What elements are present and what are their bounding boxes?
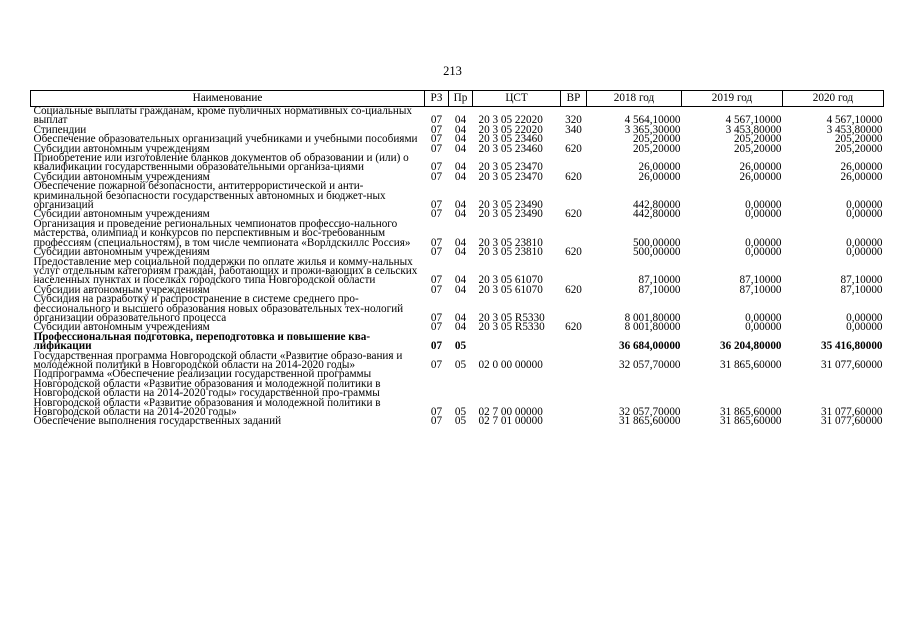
- cell-2018: 3 365,30000: [624, 123, 681, 136]
- cell-vr: 320: [565, 114, 582, 127]
- cell-2018: 26,00000: [638, 161, 681, 174]
- table-row: [31, 295, 884, 323]
- cell-name: Обеспечение выполнения государственных заданий: [33, 415, 282, 428]
- cell-cst: 20 3 05 61070: [478, 283, 543, 296]
- cell-2019: 205,20000: [733, 142, 782, 155]
- cell-2020: 31 077,60000: [820, 358, 883, 371]
- table-body: [31, 107, 884, 427]
- cell-cst: 20 3 05 22020: [478, 114, 543, 127]
- header-2018: 2018 год: [587, 91, 682, 107]
- cell-cst: 20 3 05 23810: [478, 246, 543, 259]
- cell-vr: [561, 352, 587, 371]
- cell-cst: 20 3 05 23490: [478, 208, 543, 221]
- cell-cst: 20 3 05 23470: [478, 161, 543, 174]
- cell-cst: 02 7 01 00000: [478, 415, 543, 428]
- cell-2020: 26,00000: [840, 170, 883, 183]
- cell-name: Субсидии автономным учреждениям: [33, 142, 210, 155]
- cell-name: Субсидии автономным учреждениям: [33, 246, 210, 259]
- cell-vr: [561, 258, 587, 286]
- cell-name: Субсидия на разработку и распространение в системе среднего про-фессионального и высшего образования новых образовательных тех-нологий организации образовательного процесса: [33, 293, 404, 324]
- cell-2020: 87,10000: [840, 283, 883, 296]
- cell-cst: 20 3 05 23810: [478, 236, 543, 249]
- header-pr: Пр: [449, 91, 473, 107]
- cell-name: Организация и проведение региональных чемпионатов профессио-нального мастерства, олимпиад и конкурсов по перспективным и вос-требованным профессиям (специальностям), в том числе чемпионата «Ворлдскиллс Россия»: [33, 217, 411, 249]
- cell-vr: 620: [565, 321, 582, 334]
- cell-2020: 87,10000: [840, 274, 883, 287]
- cell-rz: 07: [430, 133, 443, 146]
- header-2019: 2019 год: [682, 91, 783, 107]
- cell-rz: 07: [430, 199, 443, 212]
- header-name: Наименование: [31, 91, 425, 107]
- cell-2019: 0,00000: [745, 311, 782, 324]
- cell-2019: 0,00000: [745, 208, 782, 221]
- cell-2020: 0,00000: [846, 321, 883, 334]
- cell-cst: 02 7 00 00000: [478, 406, 543, 418]
- cell-pr: 04: [454, 123, 467, 136]
- cell-pr: 04: [454, 283, 467, 296]
- cell-2020: 0,00000: [846, 246, 883, 259]
- cell-rz: 07: [430, 208, 443, 221]
- cell-2020: 31 077,60000: [820, 415, 883, 428]
- cell-pr: 04: [454, 208, 467, 221]
- cell-vr: [561, 295, 587, 323]
- cell-2018: 87,10000: [638, 274, 681, 287]
- cell-name: Профессиональная подготовка, переподготовка и повышение ква-лификации: [33, 330, 371, 353]
- cell-rz: 07: [430, 283, 443, 296]
- cell-2019: 0,00000: [745, 199, 782, 212]
- cell-name: Стипендии: [33, 123, 87, 136]
- header-2020: 2020 год: [783, 91, 884, 107]
- cell-cst: 20 3 05 23460: [478, 133, 543, 146]
- cell-cst: 20 3 05 22020: [478, 123, 543, 136]
- cell-2019: 0,00000: [745, 321, 782, 334]
- cell-2018: 36 684,00000: [618, 340, 681, 353]
- cell-name: Субсидии автономным учреждениям: [33, 208, 210, 221]
- cell-pr: 04: [454, 236, 467, 249]
- cell-name: Государственная программа Новгородской области «Развитие образо-вания и молодежной политики в Новгородской области на 2014-2020 годы»: [33, 349, 403, 371]
- table-row: [31, 182, 884, 210]
- cell-cst: 20 3 05 23470: [478, 170, 543, 183]
- cell-rz: 07: [430, 274, 443, 287]
- cell-pr: 05: [454, 340, 467, 353]
- cell-2019: 26,00000: [739, 161, 782, 174]
- cell-pr: 04: [454, 311, 467, 324]
- cell-name: Подпрограмма «Обеспечение реализации государственной программы Новгородской области «Развитие образования и молодежной политики в Новгородской области на 2014-2020 годы» государственной про-граммы Новгородской области «Развитие образования и молодежной политики в Новгородской области на 2014-2020 годы»: [33, 368, 381, 418]
- cell-2020: 4 567,10000: [826, 114, 883, 127]
- cell-2018: 87,10000: [638, 283, 681, 296]
- cell-2020: 0,00000: [846, 311, 883, 324]
- cell-2020: 3 453,80000: [826, 123, 883, 136]
- cell-2018: 32 057,70000: [618, 358, 681, 371]
- cell-2018: 8 001,80000: [624, 311, 681, 324]
- cell-rz: 07: [430, 406, 443, 418]
- cell-2020: 0,00000: [846, 208, 883, 221]
- cell-2018: 205,20000: [632, 133, 681, 146]
- cell-name: Субсидии автономным учреждениям: [33, 321, 210, 334]
- cell-name: Социальные выплаты гражданам, кроме публичных нормативных со-циальных выплат: [33, 105, 412, 127]
- page-number: 213: [443, 64, 462, 78]
- table-row: [31, 220, 884, 248]
- cell-rz: 07: [430, 246, 443, 259]
- cell-name: Обеспечение пожарной безопасности, антитеррористической и анти-криминальной безопасности государственных автономных и бюджет-ных организаций: [33, 180, 386, 212]
- cell-vr: [561, 370, 587, 417]
- cell-pr: 05: [454, 415, 467, 428]
- cell-rz: 07: [430, 340, 443, 353]
- cell-pr: 04: [454, 161, 467, 174]
- cell-pr: 04: [454, 133, 467, 146]
- cell-pr: 05: [454, 358, 467, 371]
- cell-pr: 04: [454, 170, 467, 183]
- cell-vr: [561, 417, 587, 426]
- cell-2019: 3 453,80000: [725, 123, 782, 136]
- cell-cst: 20 3 05 61070: [478, 274, 543, 287]
- cell-cst: 20 3 05 R5330: [478, 311, 545, 324]
- cell-name: Субсидии автономным учреждениям: [33, 283, 210, 296]
- cell-rz: 07: [430, 170, 443, 183]
- cell-pr: 04: [454, 274, 467, 287]
- cell-2019: 205,20000: [733, 133, 782, 146]
- cell-2018: 31 865,60000: [618, 415, 681, 428]
- cell-2020: 0,00000: [846, 236, 883, 249]
- cell-rz: 07: [430, 236, 443, 249]
- cell-2018: 32 057,70000: [618, 406, 681, 418]
- cell-cst: 20 3 05 23460: [478, 142, 543, 155]
- table-row: [31, 370, 884, 417]
- cell-vr: 620: [565, 283, 582, 296]
- cell-2018: 205,20000: [632, 142, 681, 155]
- cell-vr: 620: [565, 142, 582, 155]
- cell-rz: 07: [430, 311, 443, 324]
- cell-2019: 26,00000: [739, 170, 782, 183]
- table-row: [31, 333, 884, 352]
- cell-pr: 04: [454, 199, 467, 212]
- cell-2020: 205,20000: [834, 142, 883, 155]
- cell-2018: 442,80000: [632, 199, 681, 212]
- cell-rz: 07: [430, 161, 443, 174]
- table-row: [31, 107, 884, 126]
- cell-2018: 26,00000: [638, 170, 681, 183]
- cell-2019: 31 865,60000: [719, 406, 782, 418]
- cell-2019: 87,10000: [739, 283, 782, 296]
- cell-rz: 07: [430, 358, 443, 371]
- cell-rz: 07: [430, 123, 443, 136]
- cell-vr: [561, 220, 587, 248]
- cell-2018: 500,00000: [632, 246, 681, 259]
- cell-pr: 05: [454, 406, 467, 418]
- cell-2019: 4 567,10000: [725, 114, 782, 127]
- cell-cst: [473, 333, 561, 352]
- cell-2018: 500,00000: [632, 236, 681, 249]
- cell-2020: 35 416,80000: [820, 340, 883, 353]
- cell-2020: 26,00000: [840, 161, 883, 174]
- cell-2019: 87,10000: [739, 274, 782, 287]
- cell-2019: 0,00000: [745, 236, 782, 249]
- cell-rz: 07: [430, 321, 443, 334]
- cell-vr: 340: [565, 123, 582, 136]
- cell-name: Субсидии автономным учреждениям: [33, 170, 210, 183]
- cell-vr: 620: [565, 246, 582, 259]
- cell-2019: 31 865,60000: [719, 415, 782, 428]
- table-row: [31, 417, 884, 426]
- cell-2018: 8 001,80000: [624, 321, 681, 334]
- cell-2020: 205,20000: [834, 133, 883, 146]
- header-cst: ЦСТ: [473, 91, 561, 107]
- budget-table: [30, 90, 884, 427]
- cell-vr: [561, 333, 587, 352]
- cell-rz: 07: [430, 142, 443, 155]
- cell-pr: 04: [454, 142, 467, 155]
- cell-2020: 31 077,60000: [820, 406, 883, 418]
- cell-2020: 0,00000: [846, 199, 883, 212]
- header-rz: РЗ: [425, 91, 449, 107]
- header-vr: ВР: [561, 91, 587, 107]
- cell-cst: 20 3 05 23490: [478, 199, 543, 212]
- cell-name: Предоставление мер социальной поддержки по оплате жилья и комму-нальных услуг отдельным категориям граждан, работающих и прожи-вающих в сельских населенных пунктах и поселках городского типа Новгородской области: [33, 255, 418, 287]
- table-row: [31, 258, 884, 286]
- cell-cst: 20 3 05 R5330: [478, 321, 545, 334]
- cell-2018: 442,80000: [632, 208, 681, 221]
- cell-name: Приобретение или изготовление бланков документов об образовании и (или) о квалификации государственными образовательными организа-циями: [33, 152, 409, 174]
- cell-name: Обеспечение образовательных организаций учебниками и учебными пособиями: [33, 133, 418, 146]
- cell-pr: 04: [454, 246, 467, 259]
- cell-cst: 02 0 00 00000: [478, 358, 543, 371]
- cell-vr: [561, 182, 587, 210]
- cell-2018: 4 564,10000: [624, 114, 681, 127]
- cell-2019: 0,00000: [745, 246, 782, 259]
- cell-vr: 620: [565, 208, 582, 221]
- cell-vr: 620: [565, 170, 582, 183]
- cell-2019: 31 865,60000: [719, 358, 782, 371]
- cell-pr: 04: [454, 114, 467, 127]
- cell-rz: 07: [430, 114, 443, 127]
- cell-pr: 04: [454, 321, 467, 334]
- cell-2019: 36 204,80000: [719, 340, 782, 353]
- cell-rz: 07: [430, 415, 443, 428]
